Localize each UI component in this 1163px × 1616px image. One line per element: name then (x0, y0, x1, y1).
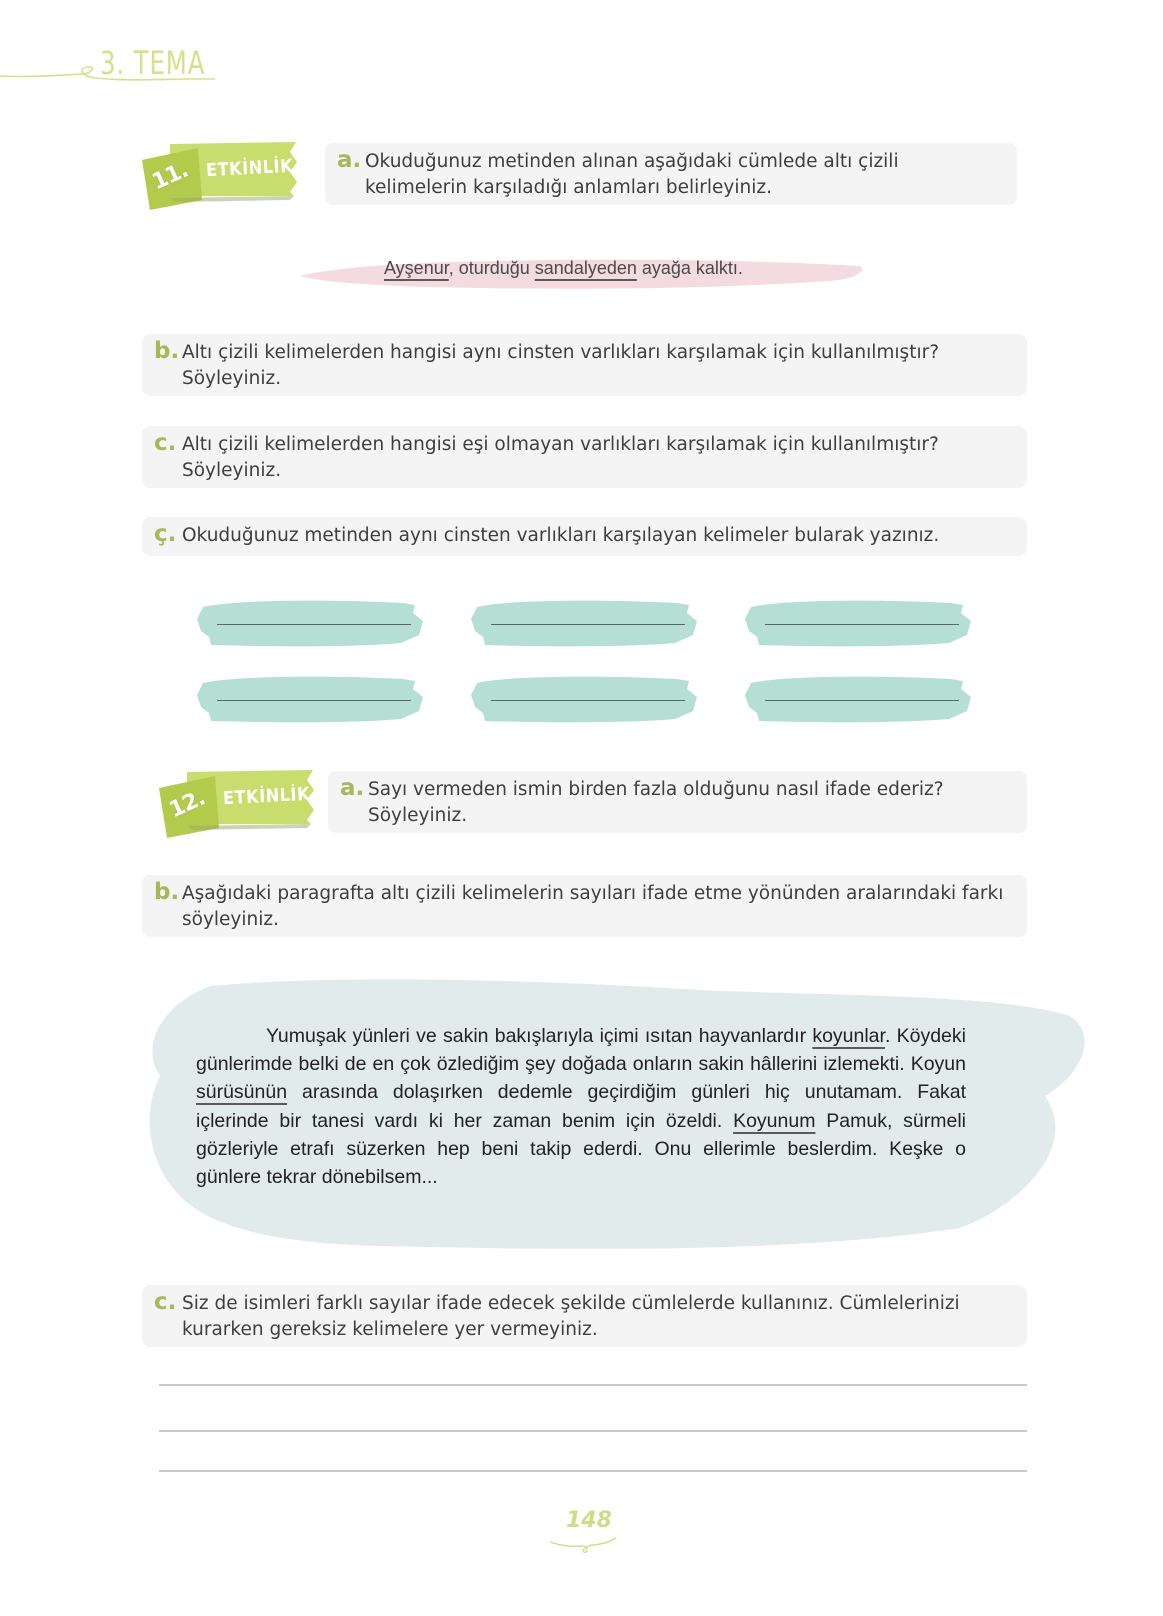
activity-number: 12. (165, 785, 209, 824)
underlined-word: Ayşenur (384, 258, 449, 278)
underlined-word: sürüsünün (196, 1081, 288, 1104)
answer-slot[interactable] (741, 673, 979, 725)
answer-line (491, 700, 685, 701)
question-text: Okuduğunuz metinden aynı cinsten varlıkları karşılayan kelimeler bularak yazınız. (182, 525, 940, 546)
answer-slot[interactable] (741, 597, 979, 649)
example-sentence (384, 258, 743, 279)
write-line[interactable] (159, 1430, 1027, 1432)
answer-line (217, 624, 411, 625)
paragraph-text: Yumuşak yünleri ve sakin bakışlarıyla içimi ısıtan hayvanlardır (266, 1025, 813, 1047)
answer-slot[interactable] (193, 597, 431, 649)
activity-number: 11. (148, 157, 192, 196)
question-letter: a. (340, 775, 365, 801)
question-letter: c. (154, 430, 177, 456)
activity-label: ETKİNLİK (222, 783, 311, 810)
page-swirl-decoration (548, 1536, 618, 1556)
activity-11-question-c (142, 426, 1027, 488)
sentence-text: ayağa kalktı. (636, 258, 743, 278)
paragraph-text: arasında dolaşırken dedemle geçirdiğim günleri hiç unutamam. Fakat içlerinde bir tanesi vardı ki her zaman benim için özeldi. (196, 1081, 966, 1132)
underlined-word: Koyunum (733, 1109, 816, 1132)
answer-line (491, 624, 685, 625)
answer-line (765, 700, 959, 701)
write-line[interactable] (159, 1470, 1027, 1472)
question-letter: c. (154, 1289, 177, 1315)
underlined-word: koyunlar (812, 1025, 885, 1047)
write-line[interactable] (159, 1384, 1027, 1386)
theme-title: 3. TEMA (100, 44, 206, 82)
question-letter: b. (154, 879, 180, 905)
question-text: Aşağıdaki paragrafta altı çizili kelimelerin sayıları ifade etme yönünden aralarındaki farkı söyleyiniz. (182, 883, 1004, 930)
answer-slot[interactable] (467, 673, 705, 725)
answer-line (765, 624, 959, 625)
story-paragraph (196, 1022, 966, 1191)
paragraph-text: Pamuk, sürmeli gözleriyle etrafı süzerken hep beni takip ederdi. Onu ellerimle beslerdim. Keşke o günlere tekrar dönebilsem... (196, 1109, 966, 1189)
answer-slot[interactable] (467, 597, 705, 649)
activity-11-question-c-cedilla (142, 517, 1027, 556)
activity-11-question-a (325, 143, 1017, 205)
question-text: Siz de isimleri farklı sayılar ifade edecek şekilde cümlelerde kullanınız. Cümlelerinizi kurarken gereksiz kelimelere yer vermeyiniz. (182, 1293, 960, 1340)
underlined-word: sandalyeden (534, 258, 637, 278)
page-number: 148 (566, 1508, 612, 1533)
activity-12-question-a (328, 771, 1027, 833)
question-text: Okuduğunuz metinden alınan aşağıdaki cümlede altı çizili kelimelerin karşıladığı anlamları belirleyiniz. (365, 151, 899, 198)
activity-12-badge (157, 766, 317, 838)
question-text: Altı çizili kelimelerden hangisi aynı cinsten varlıkları karşılamak için kullanılmıştır? Söyleyiniz. (182, 342, 940, 389)
answer-line (217, 700, 411, 701)
activity-label: ETKİNLİK (205, 155, 294, 182)
question-text: Altı çizili kelimelerden hangisi eşi olmayan varlıkları karşılamak için kullanılmıştır? Söyleyiniz. (182, 434, 939, 481)
activity-12-question-b (142, 875, 1027, 937)
question-letter: b. (154, 338, 180, 364)
question-letter: a. (337, 147, 362, 173)
activity-11-question-b (142, 334, 1027, 396)
answer-slot[interactable] (193, 673, 431, 725)
sentence-text: , oturduğu (448, 258, 535, 278)
paragraph-text: . Köydeki günlerimde belki de en çok özlediğim şey doğada onların sakin hâllerini izlemekti. Koyun (196, 1025, 966, 1076)
activity-11-badge (140, 138, 300, 210)
question-letter: ç. (154, 521, 177, 547)
activity-12-question-c (142, 1285, 1027, 1347)
question-text: Sayı vermeden ismin birden fazla olduğunu nasıl ifade ederiz? Söyleyiniz. (368, 779, 944, 826)
